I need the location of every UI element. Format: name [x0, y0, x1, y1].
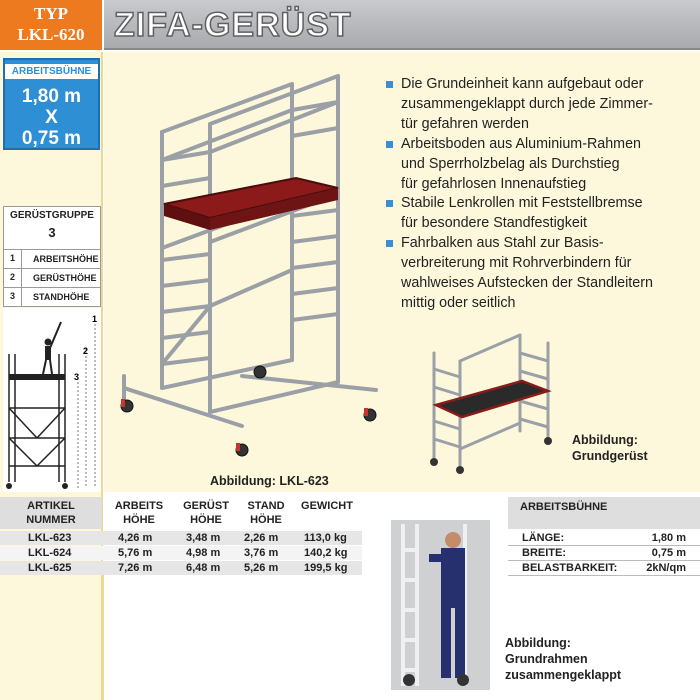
feature-line: zusammengeklappt durch jede Zimmer- — [401, 95, 653, 112]
basic-caption-line: Grundgerüst — [572, 449, 648, 463]
weight-header — [294, 497, 360, 529]
scaffold-illustration — [112, 70, 382, 465]
mini-wheel — [6, 483, 12, 489]
legend-row — [3, 250, 101, 269]
table-cell: 4,26 m — [118, 532, 153, 544]
feature-line: wahlweises Aufstecken der Standleitern — [401, 275, 653, 292]
legend-text: STANDHÖHE — [33, 292, 90, 302]
folded-frame-drawing — [391, 520, 490, 690]
feature-line: Stabile Lenkrollen mit Feststellbremse — [401, 195, 643, 212]
feature-list — [386, 75, 696, 314]
wheel-locks — [121, 399, 368, 451]
legend-row — [3, 288, 101, 307]
header-line: HÖHE — [250, 514, 282, 526]
spec-label: BELASTBARKEIT: — [522, 562, 618, 574]
spec-label: LÄNGE: — [522, 532, 565, 544]
standing-height-header — [240, 497, 292, 529]
group-number: 3 — [48, 225, 56, 240]
header-line: STAND — [247, 500, 285, 512]
table-cell: 3,48 m — [186, 532, 221, 544]
table-cell: 2,26 m — [244, 532, 279, 544]
spec-label: BREITE: — [522, 547, 566, 559]
feature-line: für gefahrlosen Innenaufstieg — [401, 175, 587, 192]
photo-caption-line: Abbildung: — [505, 636, 571, 650]
legend-row — [3, 269, 101, 288]
legend-number: 2 — [4, 269, 22, 287]
feature-line: für besondere Standfestigkeit — [401, 215, 587, 232]
feature-line: Fahrbalken aus Stahl zur Basis- — [401, 235, 604, 252]
header-line: HÖHE — [123, 514, 155, 526]
header-line: GEWICHT — [301, 500, 353, 512]
photo-caption-line: zusammengeklappt — [505, 668, 622, 682]
legend-number: 1 — [4, 250, 22, 268]
feature-line: Die Grundeinheit kann aufgebaut oder — [401, 76, 644, 92]
spec-value: 0,75 m — [651, 547, 686, 559]
column-divider — [102, 575, 104, 700]
table-cell: 6,48 m — [186, 562, 221, 574]
basic-platform — [436, 381, 548, 417]
legend-number: 3 — [4, 288, 22, 306]
height-diagram — [3, 308, 101, 492]
type-label: TYP — [34, 4, 68, 23]
spec-value: 2kN/qm — [646, 562, 686, 574]
spec-row — [508, 532, 700, 546]
photo-wheel — [457, 674, 469, 686]
table-cell: 5,76 m — [118, 547, 153, 559]
scaffold-height-header — [174, 497, 238, 529]
feature-line: verbreiterung mit Rohrverbindern für — [401, 255, 632, 272]
dim-label-3: 3 — [74, 372, 80, 382]
basic-caption-line: Abbildung: — [572, 433, 638, 447]
platform-label: ARBEITSBÜHNE — [5, 64, 98, 79]
table-cell: LKL-625 — [28, 562, 72, 574]
table-cell: 199,5 kg — [304, 562, 348, 574]
feature-item — [386, 75, 696, 135]
mini-wheel — [62, 483, 68, 489]
photo-caption — [505, 635, 621, 683]
header-line: GERÜST — [183, 500, 229, 512]
platform-width: 0,75 m — [21, 128, 82, 149]
table-cell: 7,26 m — [118, 562, 153, 574]
feature-line: Arbeitsboden aus Aluminium-Rahmen — [401, 135, 641, 152]
folded-frame-photo — [391, 520, 490, 690]
working-height-header — [106, 497, 172, 529]
platform-size-box — [3, 58, 100, 150]
feature-item — [386, 194, 696, 234]
table-cell: LKL-624 — [28, 547, 72, 559]
table-cell: 5,26 m — [244, 562, 279, 574]
scaffold-frame — [124, 76, 376, 426]
article-number-header — [0, 497, 102, 529]
header-line: NUMMER — [26, 514, 76, 526]
table-cell: 3,76 m — [244, 547, 279, 559]
feature-line: tür gefahren werden — [401, 115, 529, 132]
spec-row — [508, 562, 700, 576]
mini-platform — [9, 374, 65, 380]
scaffold-group-box — [3, 206, 101, 250]
specs-header: ARBEITSBÜHNE — [508, 497, 700, 529]
photo-wheel — [403, 674, 415, 686]
table-cell: LKL-623 — [28, 532, 72, 544]
type-badge — [0, 0, 102, 50]
type-code: LKL-620 — [17, 25, 85, 44]
feature-line: mittig oder seitlich — [401, 294, 516, 311]
header-line: ARBEITS — [114, 500, 164, 512]
dim-label-2: 2 — [83, 346, 89, 356]
spec-value: 1,80 m — [651, 532, 686, 544]
feature-item — [386, 135, 696, 195]
header-line: HÖHE — [190, 514, 222, 526]
table-cell: 140,2 kg — [304, 547, 348, 559]
legend-text: ARBEITSHÖHE — [33, 254, 99, 264]
group-label: GERÜSTGRUPPE — [10, 210, 94, 221]
table-cell: 4,98 m — [186, 547, 221, 559]
header-line: ARTIKEL — [27, 500, 75, 512]
platform-times: X — [45, 107, 58, 128]
page-title: ZIFA-GERÜST — [114, 6, 352, 44]
legend-text: GERÜSTHÖHE — [33, 273, 97, 283]
photo-caption-line: Grundrahmen — [505, 652, 588, 666]
title-bar — [104, 0, 700, 50]
feature-item — [386, 234, 696, 314]
feature-line: und Sperrholzbelag als Durchstieg — [401, 155, 620, 172]
basic-caption — [572, 432, 648, 464]
platform-dimensions — [5, 86, 98, 149]
spec-row — [508, 547, 700, 561]
platform-length: 1,80 m — [21, 86, 82, 107]
basic-scaffold-illustration — [424, 325, 560, 475]
dim-label-1: 1 — [92, 314, 98, 324]
main-caption: Abbildung: LKL-623 — [210, 474, 329, 488]
table-cell: 113,0 kg — [304, 532, 347, 544]
